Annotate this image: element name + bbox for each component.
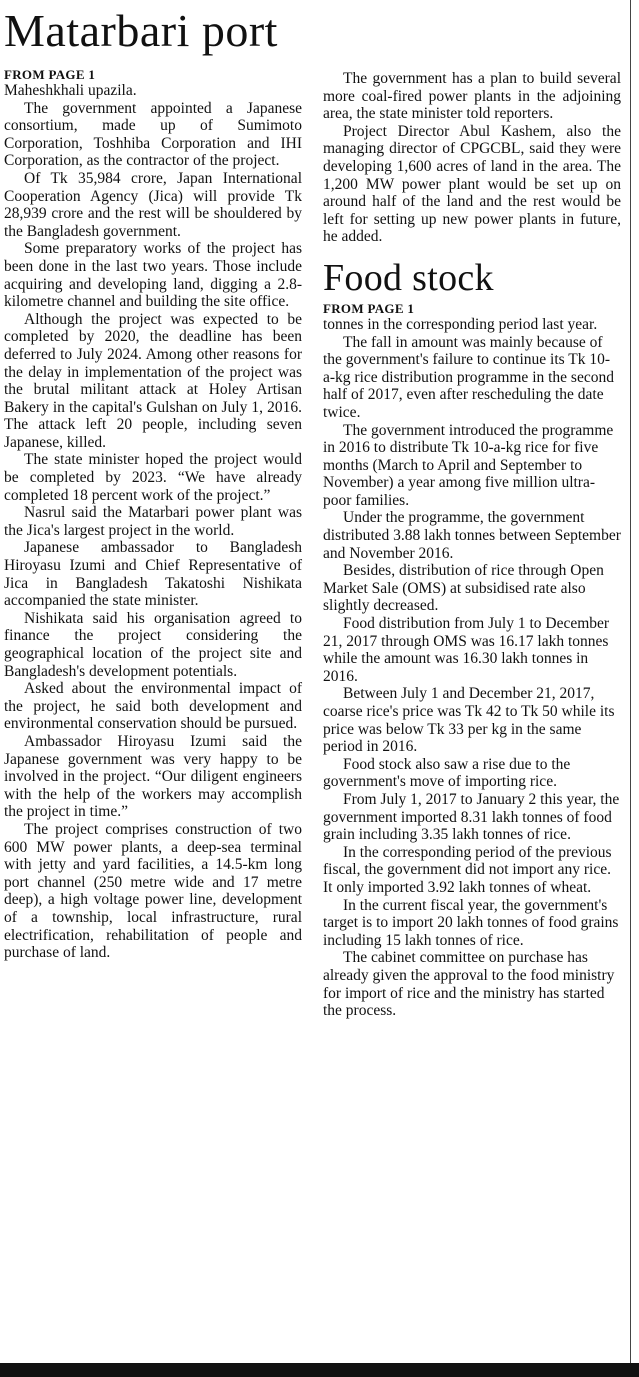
paragraph: Although the project was expected to be completed by 2020, the deadline has been deferred to July 2024. Among other reasons for the delay in implementation of the project was the brutal militant attack at Holey Artisan Bakery in the capital's Gulshan on July 1, 2016. The attack left 20 people, including seven Japanese, killed. [4, 310, 302, 451]
story-matarbari-left-column [4, 0, 302, 962]
article-body-food-stock [323, 316, 621, 1020]
paragraph: Ambassador Hiroyasu Izumi said the Japanese government was very happy to be involved in the project. “Our diligent engineers with the help of the workers may accomplish the project in time.” [4, 732, 302, 821]
paragraph: The government appointed a Japanese consortium, made up of Sumimoto Corporation, Toshhiba Corporation and IHI Corporation, as the contractor of the project. [4, 99, 302, 170]
column-border-rule [630, 0, 631, 1363]
paragraph: Japanese ambassador to Bangladesh Hiroyasu Izumi and Chief Representative of Jica in Bangladesh Takatoshi Nishikata accompanied the state minister. [4, 539, 302, 610]
paragraph: Some preparatory works of the project has been done in the last two years. Those include acquiring and developing land, digging a 2.8-kilometre channel and building the site office. [4, 240, 302, 311]
paragraph: Of Tk 35,984 crore, Japan International Cooperation Agency (Jica) will provide Tk 28,939 crore and the rest will be shouldered by the Bangladesh government. [4, 169, 302, 240]
paragraph: Nasrul said the Matarbari power plant was the Jica's largest project in the world. [4, 504, 302, 539]
headline-food-stock: Food stock [323, 256, 494, 299]
article-body-matarbari [4, 82, 302, 962]
paragraph: Besides, distribution of rice through Open Market Sale (OMS) at subsidised rate also slightly decreased. [323, 562, 604, 615]
paragraph: In the current fiscal year, the government's target is to import 20 lakh tonnes of food grains including 15 lakh tonnes of rice. [323, 896, 619, 949]
paragraph: The state minister hoped the project would be completed by 2023. “We have already completed 18 percent work of the project.” [4, 451, 302, 504]
paragraph: Under the programme, the government distributed 3.88 lakh tonnes between September and November 2016. [323, 509, 621, 562]
paragraph: Project Director Abul Kashem, also the managing director of CPGCBL, said they were developing 1,600 acres of land in the area. The 1,200 MW power plant would be set up on around half of the land and the rest would be left for setting up new power plants in future, he added. [323, 122, 621, 246]
right-column [323, 0, 621, 1020]
paragraph: The government introduced the programme in 2016 to distribute Tk 10-a-kg rice for five months (March to April and September to November) a year among five million ultra-poor families. [323, 421, 614, 509]
paragraph: Maheshkhali upazila. [4, 82, 137, 99]
bottom-edge-bar [0, 1363, 639, 1377]
paragraph: Asked about the environmental impact of the project, he said both development and environmental conservation should be pursued. [4, 680, 302, 733]
paragraph: The project comprises construction of two 600 MW power plants, a deep-sea terminal with jetty and yard facilities, a 14.5-km long port channel (250 metre wide and 17 metre deep), a high voltage power line, development of a township, local infrastructure, rural electrification, rehabilitation of people and purchase of land. [4, 820, 302, 962]
paragraph: From July 1, 2017 to January 2 this year, the government imported 8.31 lakh tonnes of food grain including 3.35 lakh tonnes of rice. [323, 790, 620, 844]
paragraph: The fall in amount was mainly because of the government's failure to continue its Tk 10-a-kg rice distribution programme in the second half of 2017, even after rescheduling the date twice. [323, 333, 614, 421]
headline-matarbari-port: Matarbari port [4, 5, 278, 56]
paragraph: tonnes in the corresponding period last year. [323, 315, 598, 333]
paragraph: Food stock also saw a rise due to the government's move of importing rice. [323, 755, 571, 791]
paragraph: Food distribution from July 1 to December 21, 2017 through OMS was 16.17 lakh tonnes while the amount was 16.30 lakh tonnes in 2016. [323, 615, 610, 685]
paragraph: Nishikata said his organisation agreed to finance the project considering the geographical location of the project site and Bangladesh's development potentials. [4, 609, 302, 680]
paragraph: In the corresponding period of the previous fiscal, the government did not import any rice. It only imported 3.92 lakh tonnes of wheat. [323, 843, 612, 896]
paragraph: The government has a plan to build several more coal-fired power plants in the adjoining area, the state minister told reporters. [323, 70, 621, 123]
paragraph: The cabinet committee on purchase has already given the approval to the food ministry for import of rice and the ministry has started the process. [323, 949, 615, 1020]
kicker-from-page-1: FROM PAGE 1 [4, 67, 96, 82]
kicker-from-page-1: FROM PAGE 1 [323, 300, 415, 316]
paragraph: Between July 1 and December 21, 2017, coarse rice's price was Tk 42 to Tk 50 while its price was below Tk 33 per kg in the same period in 2016. [323, 685, 615, 756]
article-body-matarbari-continued [323, 70, 621, 246]
